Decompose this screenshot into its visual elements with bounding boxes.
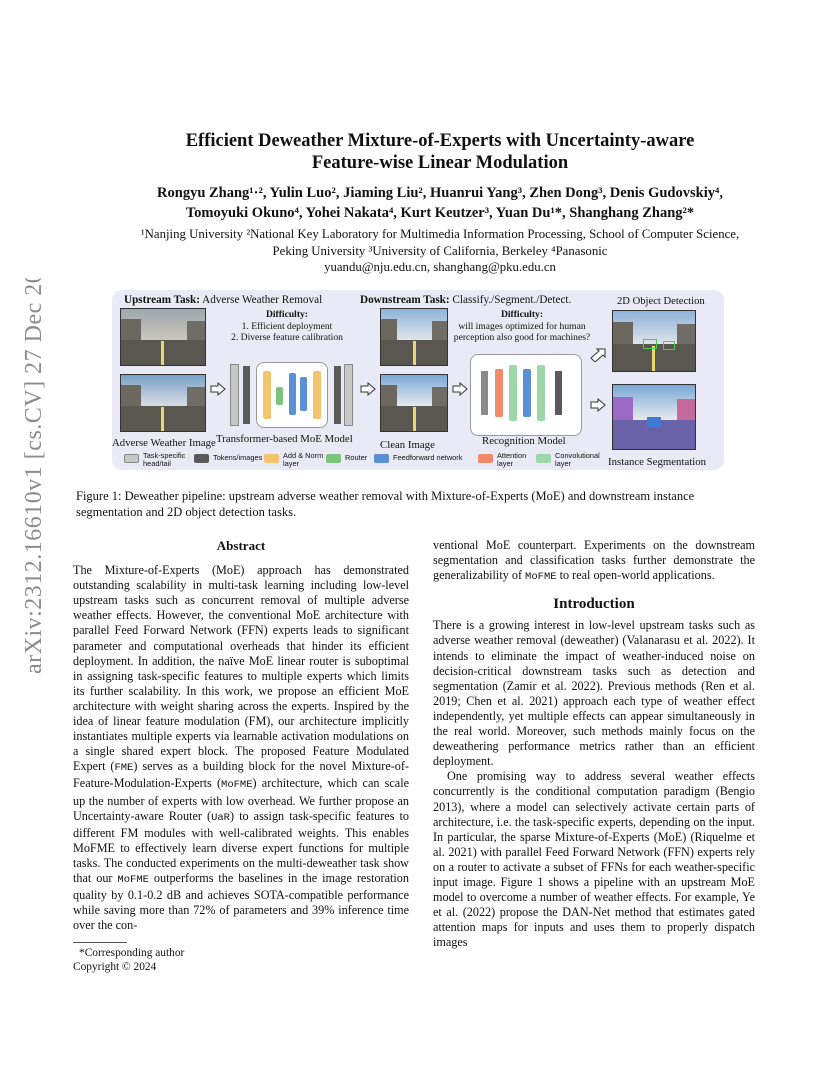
figure-caption: Figure 1: Deweather pipeline: upstream adverse weather removal with Mixture-of-Experts (MoE) and downstream instance segmentation and 2D object detection tasks. [76,489,695,519]
abstract-heading: Abstract [216,538,266,553]
arxiv-stamp-text: arXiv:2312.16610v1 [cs.CV] 27 Dec 2023 [21,278,47,674]
upstream-task-title: Upstream Task: Adverse Weather Removal [124,294,323,306]
intro-paragraph-2: One promising way to address several weather effects concurrently is the conditional computation paradigm (Bengio 2013), where a model can selectively activate certain parts of architecture, i.e. the task-specific experts, depending on the input. In particular, the sparse Mixture-of-Experts (MoE) (Riquelme et al. 2021) with parallel Feed Forward Network (FFN) experts rely on a router to activate a subset of FFNs for each weather-specific input image. Figure 1 shows a pipeline with an upstream MoE model to overcome a number of weather effects. For example, Ye et al. (2022) propose the DAN-Net method that estimates gated attention maps for inputs and uses them to properly dispatch images [433,769,755,950]
conv-block-1 [509,365,517,421]
author-list [80,183,800,223]
paper-title [80,130,800,174]
affil-line-2: Peking University ³University of California, Berkeley ⁴Panasonic [272,243,608,258]
label-clean-image: Clean Image [380,439,435,451]
ffn-block-recog [523,369,531,417]
clean-image-top [380,308,448,366]
downstream-task-title: Downstream Task: Classify./Segment./Detect. [360,294,572,306]
adverse-weather-image-top [120,308,206,366]
difficulty-downstream: Difficulty: will images optimized for human perception also good for machines? [453,309,591,343]
label-recognition-model: Recognition Model [482,435,566,447]
ffn-block-1 [289,373,296,415]
tokens-block-left [243,366,250,424]
difficulty-upstream: Difficulty: 1. Efficient deployment 2. Diverse feature calibration [231,309,343,343]
arrow-right-icon [452,382,468,396]
add-norm-block-2 [313,371,321,419]
affiliations [80,226,800,276]
label-adverse-weather: Adverse Weather Image [112,437,216,449]
adverse-weather-image-bottom [120,374,206,432]
figure-legend: Task-specific head/tail Tokens/images Add & Norm layer Router Feedforward network Attention layer Convolutional layer [122,448,722,470]
authors-line-1: Rongyu Zhang¹·², Yulin Luo², Jiaming Liu², Huanrui Yang³, Zhen Dong³, Denis Gudovskiy⁴, [157,185,723,201]
title-line-1: Efficient Deweather Mixture-of-Experts with Uncertainty-aware [185,131,695,151]
segmentation-output-image [612,384,696,450]
arrow-right-icon [360,382,376,396]
tail-block-recog [555,371,562,415]
tokens-block-right [334,366,341,424]
detection-output-image [612,310,696,372]
affil-emails: yuandu@nju.edu.cn, shanghang@pku.edu.cn [324,260,556,274]
arxiv-stamp [8,278,54,678]
intro-paragraph-1: There is a growing interest in low-level upstream tasks such as adverse weather removal (deweather) (Valanarasu et al. 2022). It intends to eliminate the impact of weather-induced noise on decision-critical downstream tasks such as detection and segmentation (Zamir et al. 2022). Previous methods (Ren et al. 2019; Chen et al. 2021) approach each type of weather effect independently, yet multiple effects can appear simultaneously in the real world. Moreover, such methods mainly focus on the deweathering performance metrics rather than an efficient deployment. [433,618,755,769]
arrow-right-icon [210,382,226,396]
conv-block-2 [537,365,545,421]
clean-image-bottom [380,374,448,432]
moe-model-diagram [228,356,356,436]
moe-inner-box [256,362,328,428]
label-instance-seg: Instance Segmentation [608,456,707,468]
router-block [276,387,283,405]
title-line-2: Feature-wise Linear Modulation [311,153,569,173]
head-block-right [344,364,353,426]
introduction-heading: Introduction [553,596,635,613]
abstract-paragraph: The Mixture-of-Experts (MoE) approach has demonstrated outstanding scalability in multi-task learning including low-level upstream tasks such as concurrent removal of multiple adverse weather effects. However, the conventional MoE architecture with parallel Feed Forward Network (FFN) experts leads to significant parameter and computational overheads that hinder its efficient deployment. In addition, the naïve MoE linear router is suboptimal in assigning task-specific features to multiple experts which limits its further scalability. In this work, we propose an efficient MoE architecture with weight sharing across the experts. Inspired by the idea of linear feature modulation (FM), our architecture implicitly instantiates multiple experts via learnable activation modulations on a single shared expert block. The proposed Feature Modulated Expert (FME) serves as a building block for the novel Mixture-of-Feature-Modulation-Experts (MoFME) architecture, which can scale up the number of experts with low overhead. We further propose an Uncertainty-aware Router (UaR) to assign task-specific features to different FM modules with well-calibrated weights. This enables MoFME to effectively learn diverse expert functions for multiple tasks. The conducted experiments on the multi-deweather task show that our MoFME outperforms the baselines in the image restoration quality by 0.1-0.2 dB and achieves SOTA-compatible performance while saving more than 72% of parameters and 39% inference time over the con- [73,563,410,933]
arrow-up-right-icon [590,348,606,362]
footnote-rule [73,942,127,943]
footnote-copyright: Copyright © 2024 [73,960,157,973]
right-column [433,538,755,950]
arrow-right-icon [590,398,606,412]
head-block-left [230,364,239,426]
affil-line-1: ¹Nanjing University ²National Key Laboratory for Multimedia Information Processing, School of Computer Science, [140,227,740,241]
figure-1 [112,290,736,470]
left-column [73,538,409,974]
abstract-continuation: ventional MoE counterpart. Experiments on the downstream segmentation and classification tasks further demonstrate the generalizability of MoFME to real open-world applications. [433,538,755,584]
recognition-model-diagram [470,354,582,436]
attention-block-1 [495,369,503,417]
label-moe-model: Transformer-based MoE Model [216,433,353,445]
label-2d-detection: 2D Object Detection [617,296,705,307]
authors-line-2: Tomoyuki Okuno⁴, Yohei Nakata⁴, Kurt Keutzer³, Yuan Du¹*, Shanghang Zhang²* [185,205,695,221]
add-norm-block-1 [263,371,271,419]
footnote-corresponding: *Corresponding author [79,947,185,960]
head-block-recog [481,371,488,415]
ffn-block-2 [300,377,307,411]
